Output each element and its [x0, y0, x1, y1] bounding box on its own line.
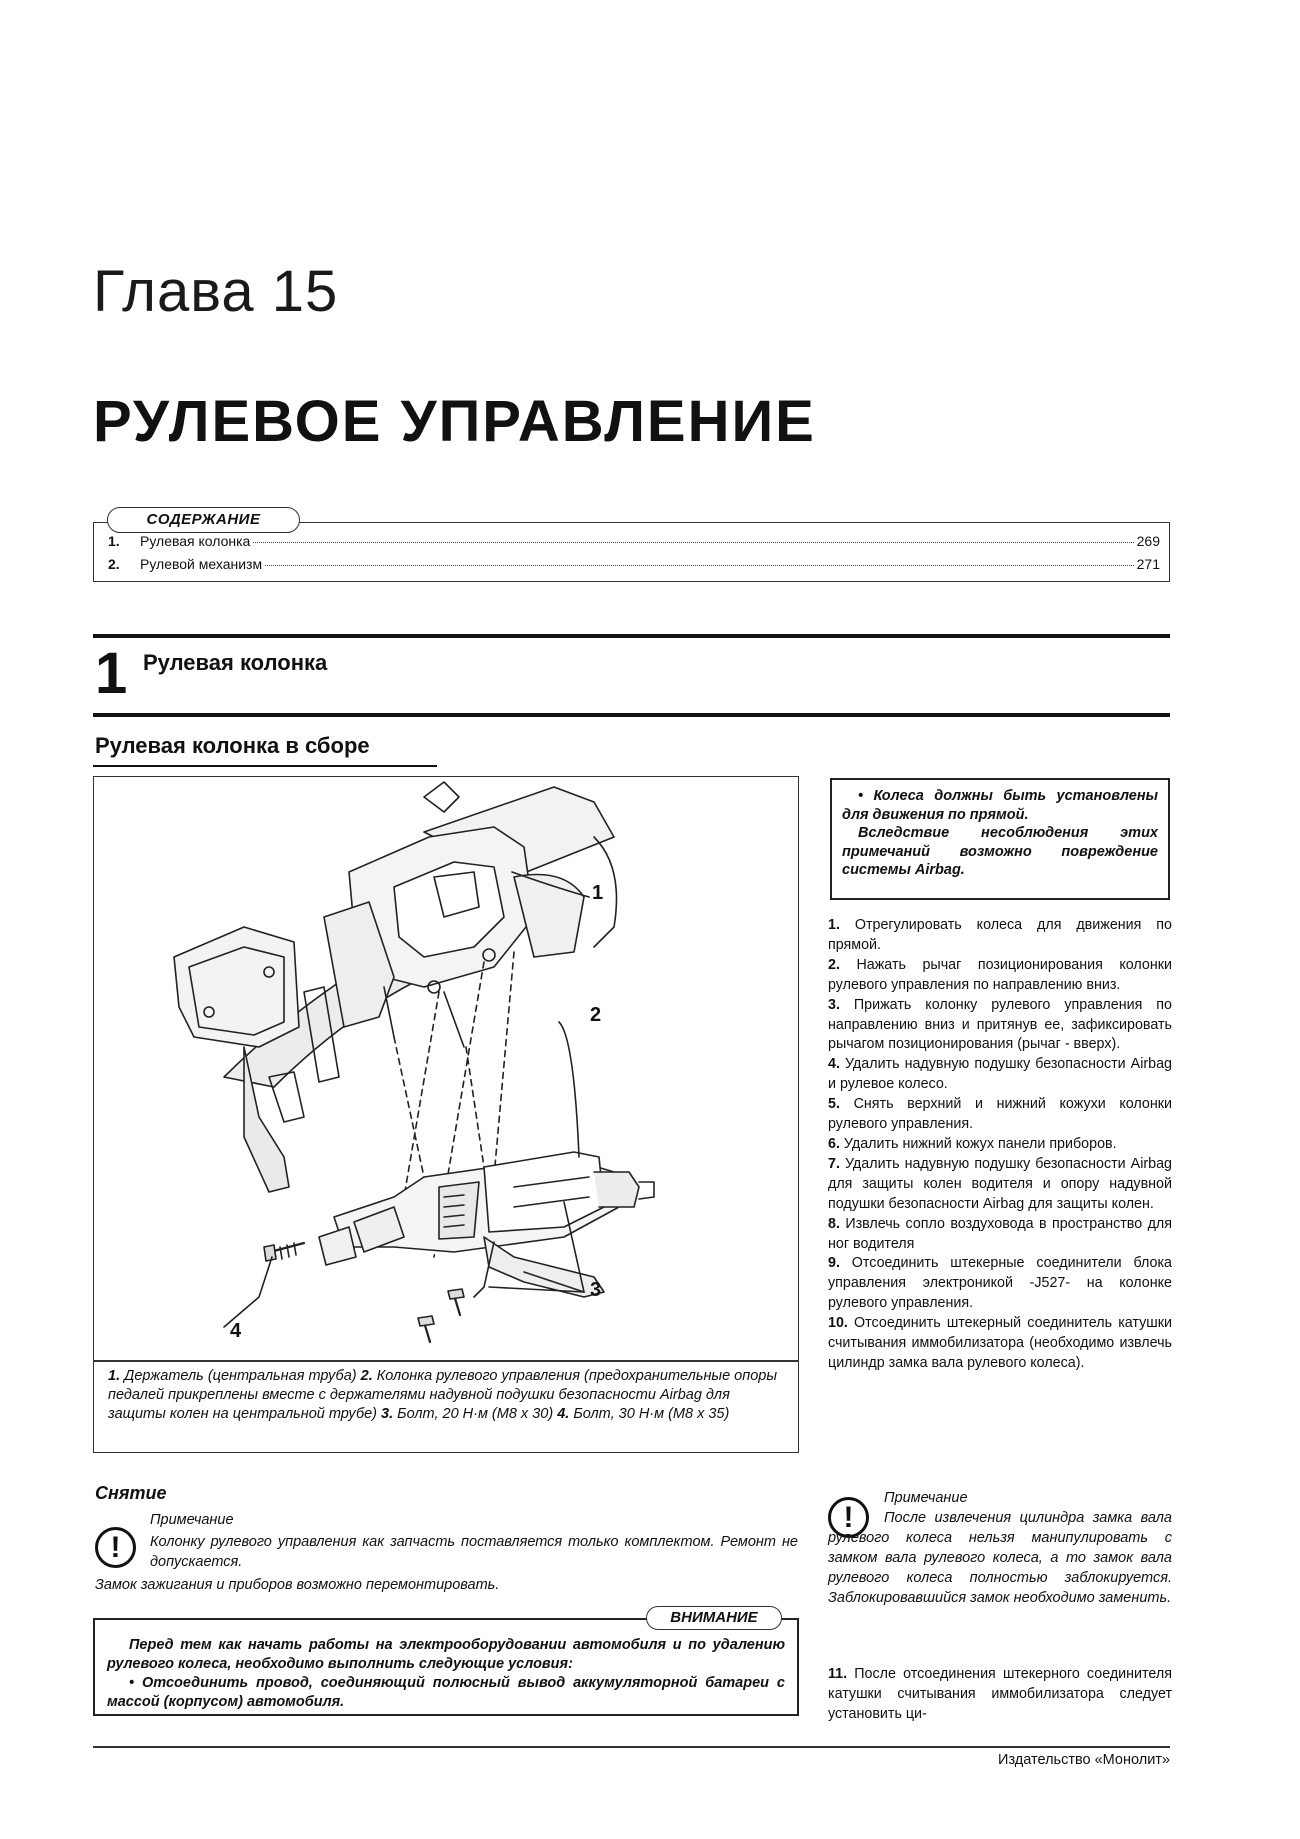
- list-item: 6. Удалить нижний кожух панели приборов.: [828, 1135, 1117, 1152]
- footer-rule: [93, 1746, 1170, 1748]
- bullet-icon: •: [129, 1675, 135, 1691]
- subsection-rule: [93, 765, 437, 767]
- bullet-icon: •: [858, 788, 864, 804]
- chapter-label: Глава 15: [93, 259, 339, 324]
- toc-item-2[interactable]: [108, 556, 1160, 572]
- list-item: 7. Удалить надувную подушку безопасности Airbag для защиты колен водителя и опору надувной подушки безопасности Airbag для защиты колен.: [828, 1155, 1172, 1212]
- toc-item-number: 1.: [108, 533, 120, 549]
- figure-caption-divider: [94, 1360, 798, 1362]
- figure-caption: [108, 1367, 788, 1424]
- note-text: Колонку рулевого управления как запчасть поставляется только комплектом. Ремонт не допускается.: [150, 1534, 798, 1570]
- list-item: 1. Отрегулировать колеса для движения по прямой.: [828, 917, 1172, 953]
- caption-num-4: 4.: [557, 1406, 570, 1422]
- caption-text-4: Болт, 30 Н·м (M8 x 35): [569, 1406, 730, 1422]
- callout-3: 3: [590, 1279, 602, 1301]
- section-title: Рулевая колонка: [143, 650, 328, 675]
- attention-tab: ВНИМАНИЕ: [646, 1606, 782, 1630]
- attention-box: [93, 1618, 799, 1716]
- list-item: 2. Нажать рычаг позиционирования колонки рулевого управления по направлению вниз.: [828, 956, 1172, 993]
- caption-num-3: 3.: [381, 1406, 394, 1422]
- warning-line-1: • Колеса должны быть установлены для движения по прямой.: [842, 788, 1158, 823]
- list-item: 3. Прижать колонку рулевого управления по направлению вниз и притянув ее, зафиксировать рычагом позиционирования (рычаг - вверх).: [828, 996, 1172, 1053]
- warning-line-2: Вследствие несоблюдения этих примечаний возможно повреждение системы Airbag.: [842, 825, 1158, 878]
- section-bottom-rule: [93, 713, 1170, 717]
- steering-column-illustration: [94, 777, 798, 1359]
- caption-num-1: 1.: [108, 1368, 121, 1384]
- callout-1: 1: [592, 882, 604, 904]
- toc-item-page: 271: [1136, 556, 1160, 572]
- list-item: 8. Извлечь сопло воздуховода в пространство для ног водителя: [828, 1215, 1172, 1252]
- exclamation-icon: !: [95, 1527, 136, 1568]
- steps-list: [828, 916, 1172, 1374]
- toc-heading: СОДЕРЖАНИЕ: [107, 507, 300, 533]
- list-item: 5. Снять верхний и нижний кожухи колонки рулевого управления.: [828, 1096, 1172, 1133]
- subsection-title: Рулевая колонка в сборе: [95, 733, 370, 758]
- caption-num-2: 2.: [360, 1368, 373, 1384]
- list-item: 4. Удалить надувную подушку безопасности Airbag и рулевое колесо.: [828, 1056, 1172, 1093]
- note-label: Примечание: [150, 1512, 234, 1528]
- warning-box: [830, 778, 1170, 900]
- toc-item-number: 2.: [108, 556, 120, 572]
- note-label: Примечание: [884, 1490, 968, 1506]
- toc-item-text: Рулевой механизм: [140, 556, 263, 572]
- list-item: 9. Отсоединить штекерные соединители блока управления электроникой -J527- на колонке рулевого управления.: [828, 1255, 1172, 1312]
- exclamation-icon: !: [828, 1497, 869, 1538]
- removal-heading: Снятие: [95, 1483, 167, 1503]
- attention-line-2: • Отсоединить провод, соединяющий полюсный вывод аккумуляторной батареи с массой (корпусом) автомобиля.: [107, 1675, 785, 1710]
- list-item: 11. После отсоединения штекерного соединителя катушки считывания иммобилизатора следует установить ци-: [828, 1666, 1172, 1722]
- toc-item-1[interactable]: [108, 533, 1160, 549]
- toc-item-text: Рулевая колонка: [140, 533, 251, 549]
- toc-leader-dots: [253, 542, 1133, 543]
- section-top-rule: [93, 634, 1170, 638]
- caption-text-2: Колонка рулевого управления (предохранительные опоры педалей прикреплены вместе с держателями надувной подушки безопасности Airbag для защиты колен на центральной трубе): [108, 1368, 778, 1422]
- toc-item-page: 269: [1136, 533, 1160, 549]
- attention-line-1: Перед тем как начать работы на электрооборудовании автомобиля и по удалению рулевого колеса, необходимо выполнить следующие условия:: [107, 1637, 785, 1672]
- note-text: После извлечения цилиндра замка вала рулевого колеса нельзя манипулировать с замком вала рулевого колеса, а то замок вала рулевого колеса полностью заблокируется. Заблокировавшийся замок необходимо заменить.: [828, 1510, 1172, 1606]
- note-extra-text: Замок зажигания и приборов возможно перемонтировать.: [95, 1577, 500, 1593]
- caption-text-1: Держатель (центральная труба): [120, 1368, 361, 1384]
- callout-4: 4: [230, 1320, 242, 1342]
- toc-leader-dots: [265, 565, 1134, 566]
- caption-text-3: Болт, 20 Н·м (M8 x 30): [393, 1406, 558, 1422]
- footer-publisher: Издательство «Монолит»: [998, 1752, 1170, 1768]
- callout-2: 2: [590, 1004, 602, 1026]
- section-number: 1: [95, 641, 128, 706]
- chapter-title: РУЛЕВОЕ УПРАВЛЕНИЕ: [93, 389, 816, 454]
- list-item: 10. Отсоединить штекерный соединитель катушки считывания иммобилизатора (необходимо извлечь цилиндр замка вала рулевого колеса).: [828, 1315, 1172, 1371]
